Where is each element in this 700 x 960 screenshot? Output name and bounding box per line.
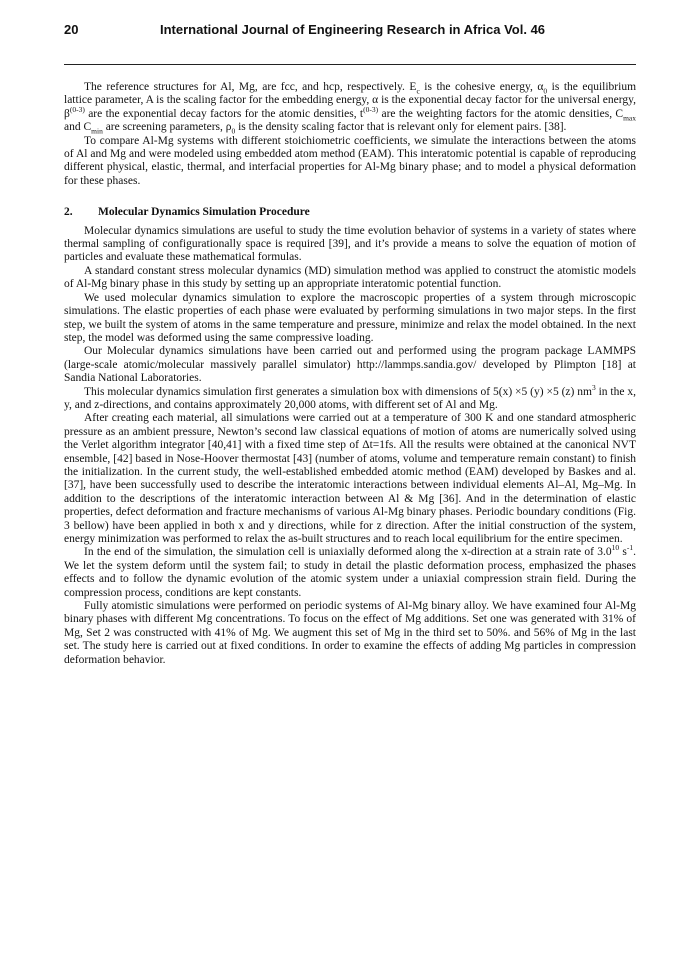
header-rule [64, 64, 636, 65]
section-heading [64, 206, 636, 219]
paragraph-constant-stress-md: A standard constant stress molecular dynamics (MD) simulation method was applied to construct the atomistic models of Al-Mg binary phase in this study by setting up an appropriate interatomic potential function. [64, 264, 636, 291]
paragraph-simulation-box: This molecular dynamics simulation first generates a simulation box with dimensions of 5(x) ×5 (y) ×5 (z) $nm^3$ in the x, y, and z-directions, and contains approximately 20,000 atoms, with different set of Al and Mg. [64, 382, 636, 411]
paragraph-al-mg-comparison: To compare Al-Mg systems with different stoichiometric coefficients, we simulate the interactions between the atoms of Al and Mg and were modeled using embedded atom method (EAM). This interatomic potential is capable of reproducing different physical, elastic, thermal, and interfacial properties for Al-Mg binary phase; and to model a physical deformation for these phases. [64, 134, 636, 187]
paragraph-simulation-conditions: After creating each material, all simulations were carried out at a temperature of 300 K and one standard atmospheric pressure as an ambient pressure, Newton’s second law classical equations of motion of atoms are numerically solved using the Verlet algorithm integrator [40,41] with a fixed time step of Δt=1fs. All the results were obtained at the canonical NVT ensemble, [42] based in Nose-Hoover thermostat [43] (number of atoms, volume and temperature remain constant) to finish the initialization. In the current study, the well-established embedded atomic method (EAM) developed by Baskes and al. [37], have been successfully used to describe the interatomic interactions between individual elements Al–Al, Mg–Mg. In addition to the descriptions of the interatomic interaction between Al & Mg [36]. And in the determination of elastic properties, defect deformation and fracture mechanisms of various Al-Mg binary phases. Periodic boundary conditions (Fig. 3 bellow) have been applied in both x and y directions, while for z direction. After the initial construction of the system, energy minimization was performed to relax the as-built structures and to reach local equilibrium for the entire specimen. [64, 412, 636, 545]
running-header [64, 22, 636, 46]
paragraph-mg-concentrations: Fully atomistic simulations were performed on periodic systems of Al-Mg binary alloy. We have examined four Al-Mg binary phases with different Mg concentrations. To focus on the effect of Mg additions. Set one was generated with 31% of Mg, Set 2 was constructed with 41% of Mg. We augment this set of Mg in the third set to 50%. and 56% of Mg in the last set. The study here is carried out at fixed conditions. In order to examine the effects of adding Mg particles in compression deformation behavior. [64, 600, 636, 666]
paragraph-uniaxial-deformation: In the end of the simulation, the simulation cell is uniaxially deformed along the x-direction at a strain rate of $3.0^{10}$ $s^{-1}$. We let the system deform until the system fail; to study in detail the plastic deformation process, emphasized the phases effects and to follow the dynamic evolution of the atomic system under a uniaxial compression strain field. During the compression process, conditions are kept constants. [64, 543, 636, 599]
section-number: 2. [64, 206, 73, 219]
journal-title: International Journal of Engineering Research in Africa Vol. 46 [160, 22, 546, 37]
article-body [64, 81, 636, 667]
paragraph-reference-structures: The reference structures for Al, Mg, are fcc, and hcp, respectively. $E_c$ is the cohesive energy, $\alpha_0$ is the equilibrium lattice parameter, A is the scaling factor for the embedding energy, α is the exponential decay factor for the universal energy, $\beta^{(0-3)}$ are the exponential decay factors for the atomic densities, $t^{(0-3)}$ are the weighting factors for the atomic densities, $C_{max}$ and $C_{min}$ are screening parameters, $\rho_0$ is the density scaling factor that is relevant only for element pairs. [38]. [64, 81, 637, 136]
page-number: 20 [64, 22, 79, 37]
paragraph-md-usefulness: Molecular dynamics simulations are useful to study the time evolution behavior of systems in a variety of states where thermal sampling of configurationally space is required [39], and it’s provide a means to solve the equation of motion of particles and evaluate these mathematical formulas. [64, 224, 636, 264]
paragraph-lammps: Our Molecular dynamics simulations have been carried out and performed using the program package LAMMPS (large-scale atomic/molecular massively parallel simulator) http://lammps.sandia.gov/ developed by Plimpton [18] at Sandia National Laboratories. [64, 345, 636, 385]
section-title: Molecular Dynamics Simulation Procedure [98, 206, 310, 219]
paragraph-macroscopic-properties: We used molecular dynamics simulation to explore the macroscopic properties of a system through microscopic simulations. The elastic properties of each phase were evaluated by performing simulations in two major steps. In the first step, we built the system of atoms in the same temperature and pressure, minimize and relax the model obtained. In the next step, the model was deformed using the same compressive loading. [64, 291, 636, 344]
